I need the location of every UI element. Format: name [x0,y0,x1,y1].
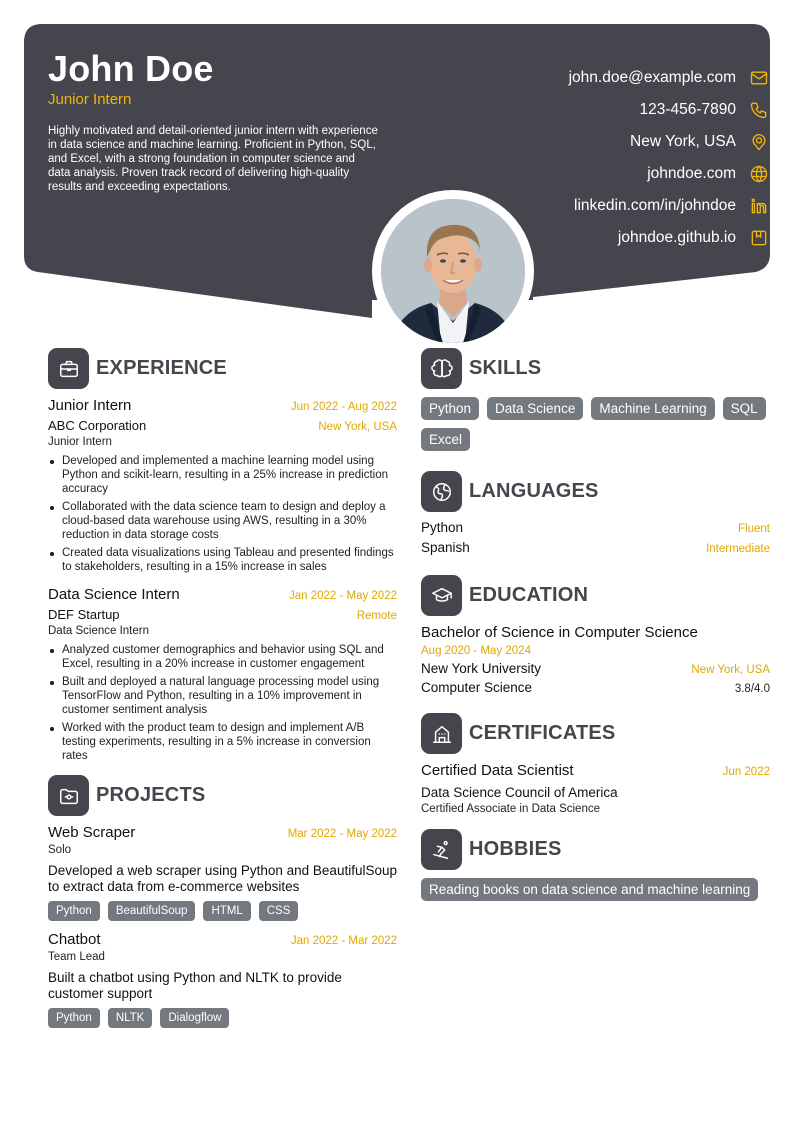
language-item [421,540,770,560]
job-bullet: Analyzed customer demographics and behavior using SQL and Excel, resulting in a 20% increase in customer engagement [48,643,397,671]
skill-tag: SQL [723,397,766,420]
project-tag: Python [48,901,100,921]
project-role: Solo [48,844,72,856]
brain-icon [421,348,462,389]
contact-website-text[interactable]: johndoe.com [647,165,736,182]
project-description: Developed a web scraper using Python and BeautifulSoup to extract data from e-commerce websites [48,863,397,894]
project-tag: CSS [259,901,299,921]
language-level: Fluent [738,523,770,535]
job-bullet: Collaborated with the data science team to design and deploy a cloud-based data warehouse using AWS, resulting in a 30% reduction in data storage costs [48,500,397,542]
certificate-name: Certified Data Scientist [421,762,574,779]
skill-tag: Data Science [487,397,583,420]
project-tag: HTML [203,901,250,921]
job-title: Junior Intern [48,397,132,414]
languages-section-header [421,471,770,512]
education-degree: Bachelor of Science in Computer Science [421,624,698,641]
job-position: Junior Intern [48,436,112,448]
profile-photo [381,199,525,343]
project-dates: Mar 2022 - May 2022 [287,828,397,840]
project-role: Team Lead [48,951,105,963]
education-item [421,624,770,695]
job-company: ABC Corporation [48,418,147,433]
education-location: New York, USA [691,664,770,676]
skill-tag: Excel [421,428,470,451]
project-name: Chatbot [48,931,101,948]
education-school: New York University [421,661,542,676]
project-tags [48,1008,397,1028]
education-field: Computer Science [421,680,533,695]
project-tag: Dialogflow [160,1008,229,1028]
language-name: Python [421,520,464,535]
hobbies-section-header [421,829,770,870]
contact-location [450,126,770,158]
left-column [48,348,397,1038]
contact-phone[interactable] [450,94,770,126]
candidate-name: John Doe [48,48,214,89]
project-tag: Python [48,1008,100,1028]
skier-icon [421,829,462,870]
language-item [421,520,770,540]
location-pin-icon [748,131,770,153]
project-name: Web Scraper [48,824,136,841]
experience-item [48,586,397,763]
globe-icon [748,163,770,185]
building-icon [421,713,462,754]
project-tag: BeautifulSoup [108,901,196,921]
experience-section-header [48,348,397,389]
candidate-role: Junior Intern [48,91,132,108]
hobby-tag: Reading books on data science and machine learning [421,878,758,901]
certificate-item [421,762,770,815]
skills-section-header [421,348,770,389]
job-company: DEF Startup [48,607,120,622]
projects-title: PROJECTS [96,784,206,806]
hobbies-list [421,878,770,901]
contact-email[interactable] [450,62,770,94]
project-dates: Jan 2022 - Mar 2022 [290,935,397,947]
project-tag: NLTK [108,1008,153,1028]
skills-list [421,397,770,451]
project-description: Built a chatbot using Python and NLTK to provide customer support [48,970,342,1001]
job-bullet: Developed and implemented a machine learning model using Python and scikit-learn, resulting in a 25% increase in prediction accuracy [48,454,397,496]
language-name: Spanish [421,540,470,555]
contact-website[interactable] [450,158,770,190]
job-dates: Jun 2022 - Aug 2022 [290,401,397,413]
skills-title: SKILLS [469,357,542,379]
contact-phone-text[interactable]: 123-456-7890 [639,101,736,118]
experience-item [48,397,397,574]
job-title: Data Science Intern [48,586,180,603]
job-bullets [48,454,397,574]
graduation-cap-icon [421,575,462,616]
mail-icon [748,67,770,89]
globe-grid-icon [421,471,462,512]
linkedin-icon [748,195,770,217]
contact-location-text: New York, USA [630,133,736,150]
contact-linkedin-text[interactable]: linkedin.com/in/johndoe [574,197,736,214]
job-bullet: Worked with the product team to design and implement A/B testing experiments, resulting in a 5% increase in conversion rates [48,721,397,763]
skill-tag: Python [421,397,479,420]
education-gpa: 3.8/4.0 [734,683,770,695]
job-bullets [48,643,397,763]
certificates-section-header [421,713,770,754]
job-location: Remote [356,610,397,622]
language-level: Intermediate [706,543,770,555]
bookmark-icon [748,227,770,249]
education-section-header [421,575,770,616]
certificate-level: Certified Associate in Data Science [421,803,600,815]
folder-icon [48,775,89,816]
job-bullet: Created data visualizations using Tableau and presented findings to stakeholders, resulting in a 15% increase in sales [48,546,397,574]
briefcase-icon [48,348,89,389]
project-item [48,824,397,921]
job-location: New York, USA [318,421,397,433]
right-column [421,348,770,901]
education-dates: Aug 2020 - May 2024 [421,645,531,657]
job-dates: Jan 2022 - May 2022 [288,590,397,602]
languages-title: LANGUAGES [469,480,599,502]
contact-github-text[interactable]: johndoe.github.io [617,229,736,246]
experience-title: EXPERIENCE [96,357,227,379]
skill-tag: Machine Learning [591,397,714,420]
job-position: Data Science Intern [48,625,150,637]
certificates-title: CERTIFICATES [469,722,616,744]
education-title: EDUCATION [469,584,589,606]
projects-section-header [48,775,397,816]
job-bullet: Built and deployed a natural language processing model using TensorFlow and Python, resulting in a 10% improvement in customer sentiment analysis [48,675,397,717]
hobbies-title: HOBBIES [469,838,562,860]
phone-icon [748,99,770,121]
project-tags [48,901,397,921]
certificate-date: Jun 2022 [722,766,770,778]
certificate-issuer: Data Science Council of America [421,785,618,800]
project-item [48,931,397,1028]
contact-email-text[interactable]: john.doe@example.com [568,69,736,86]
summary-text: Highly motivated and detail-oriented junior intern with experience in data science and machine learning. Proficient in Python, SQL, and Excel, with a strong foundation in computer science and data analysis. Proven track record of delivering high-quality results and exceeding expectations. [48,125,378,193]
